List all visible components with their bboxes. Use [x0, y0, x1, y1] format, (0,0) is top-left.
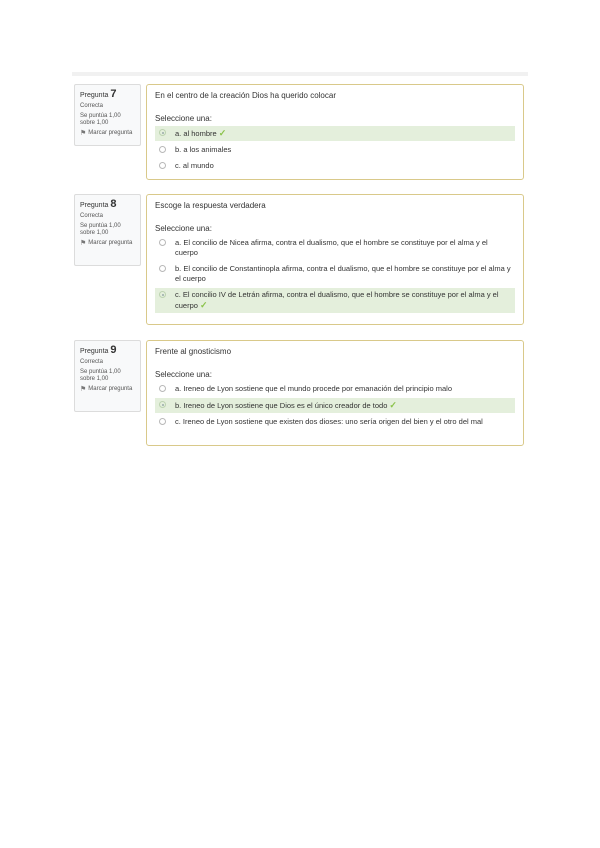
question-number: Pregunta 9	[80, 344, 117, 356]
question-state: Correcta	[80, 103, 104, 109]
question-content	[146, 84, 524, 180]
question-state: Correcta	[80, 213, 104, 219]
answer-option[interactable]: c. Ireneo de Lyon sostiene que existen dos dioses: uno sería origen del bien y el otro del mal	[155, 415, 515, 429]
radio-button[interactable]	[159, 418, 166, 425]
radio-button[interactable]	[159, 239, 166, 246]
question-state: Correcta	[80, 359, 104, 365]
question-text: Escoge la respuesta verdadera	[155, 201, 266, 210]
question-info	[74, 84, 141, 146]
question-info	[74, 340, 141, 412]
radio-button[interactable]	[159, 146, 166, 153]
answer-option[interactable]: a. al hombre ✓	[155, 126, 515, 141]
select-prompt: Seleccione una:	[155, 370, 212, 379]
flag-question-link[interactable]: ⚑ Marcar pregunta	[80, 130, 133, 137]
question-number: Pregunta 7	[80, 88, 117, 100]
question-text: En el centro de la creación Dios ha querido colocar	[155, 91, 336, 100]
select-prompt: Seleccione una:	[155, 114, 212, 123]
question-number: Pregunta 8	[80, 198, 117, 210]
radio-button[interactable]	[159, 265, 166, 272]
answer-option[interactable]: b. Ireneo de Lyon sostiene que Dios es el único creador de todo ✓	[155, 398, 515, 413]
question-grade: Se puntúa 1,00 sobre 1,00	[80, 369, 121, 382]
question-text: Frente al gnosticismo	[155, 347, 232, 356]
question-content	[146, 194, 524, 325]
question-info	[74, 194, 141, 266]
check-icon: ✓	[389, 400, 397, 410]
top-divider	[72, 72, 528, 76]
question-grade: Se puntúa 1,00 sobre 1,00	[80, 223, 121, 236]
answer-option[interactable]: c. El concilio IV de Letrán afirma, contra el dualismo, que el hombre se constituye por el alma y el cuerpo ✓	[155, 288, 515, 313]
answer-option[interactable]: b. El concilio de Constantinopla afirma, contra el dualismo, que el hombre se constituye por el alma y el cuerpo	[155, 262, 515, 286]
flag-question-link[interactable]: ⚑ Marcar pregunta	[80, 240, 133, 247]
radio-button[interactable]	[159, 162, 166, 169]
answer-option[interactable]: a. Ireneo de Lyon sostiene que el mundo procede por emanación del principio malo	[155, 382, 515, 396]
select-prompt: Seleccione una:	[155, 224, 212, 233]
radio-button[interactable]	[159, 291, 166, 298]
flag-icon: ⚑	[80, 386, 87, 393]
question-content	[146, 340, 524, 446]
answer-option[interactable]: a. El concilio de Nicea afirma, contra el dualismo, que el hombre se constituye por el alma y el cuerpo	[155, 236, 515, 260]
check-icon: ✓	[199, 300, 208, 310]
answer-option[interactable]: b. a los animales	[155, 143, 515, 157]
radio-button[interactable]	[159, 385, 166, 392]
question-grade: Se puntúa 1,00 sobre 1,00	[80, 113, 121, 126]
answer-option[interactable]: c. al mundo	[155, 159, 515, 173]
check-icon: ✓	[218, 128, 227, 138]
flag-icon: ⚑	[80, 130, 87, 137]
radio-button[interactable]	[159, 129, 166, 136]
flag-question-link[interactable]: ⚑ Marcar pregunta	[80, 386, 133, 393]
flag-icon: ⚑	[80, 240, 87, 247]
radio-button[interactable]	[159, 401, 166, 408]
